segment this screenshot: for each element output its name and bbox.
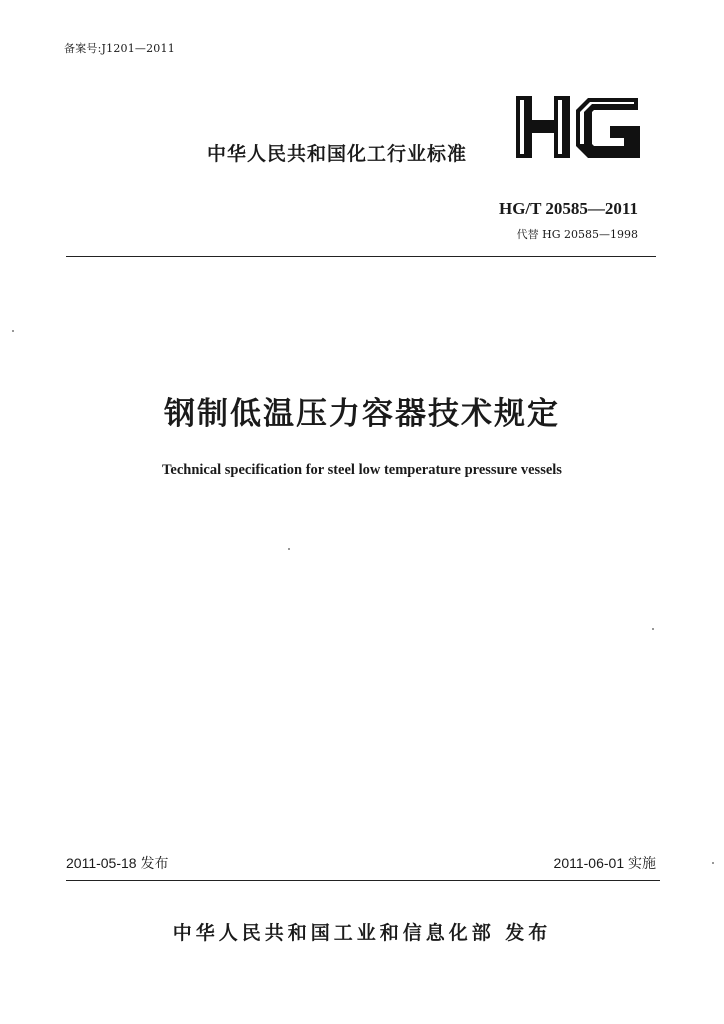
bottom-divider (66, 880, 660, 881)
issuing-authority: 中华人民共和国工业和信息化部 发布 (172, 922, 552, 944)
document-title-chinese: 钢制低温压力容器技术规定 (164, 396, 560, 432)
scan-speck (12, 330, 14, 332)
scan-speck (288, 548, 290, 550)
hg-logo (514, 94, 644, 160)
issue-date: 2011-05-18 发布 (66, 855, 169, 871)
industry-standard-label: 中华人民共和国化工行业标准 (207, 143, 468, 165)
standard-number: HG/T 20585—2011 (498, 199, 638, 218)
replaces-standard: 代替 HG 20585—1998 (516, 228, 638, 241)
effective-date: 2011-06-01 实施 (553, 855, 656, 871)
top-divider (66, 256, 656, 257)
scan-speck (712, 862, 714, 864)
document-title-english: Technical specification for steel low temperature pressure vessels (162, 462, 562, 478)
record-number: 备案号:J1201—2011 (64, 42, 175, 55)
scan-speck (652, 628, 654, 630)
